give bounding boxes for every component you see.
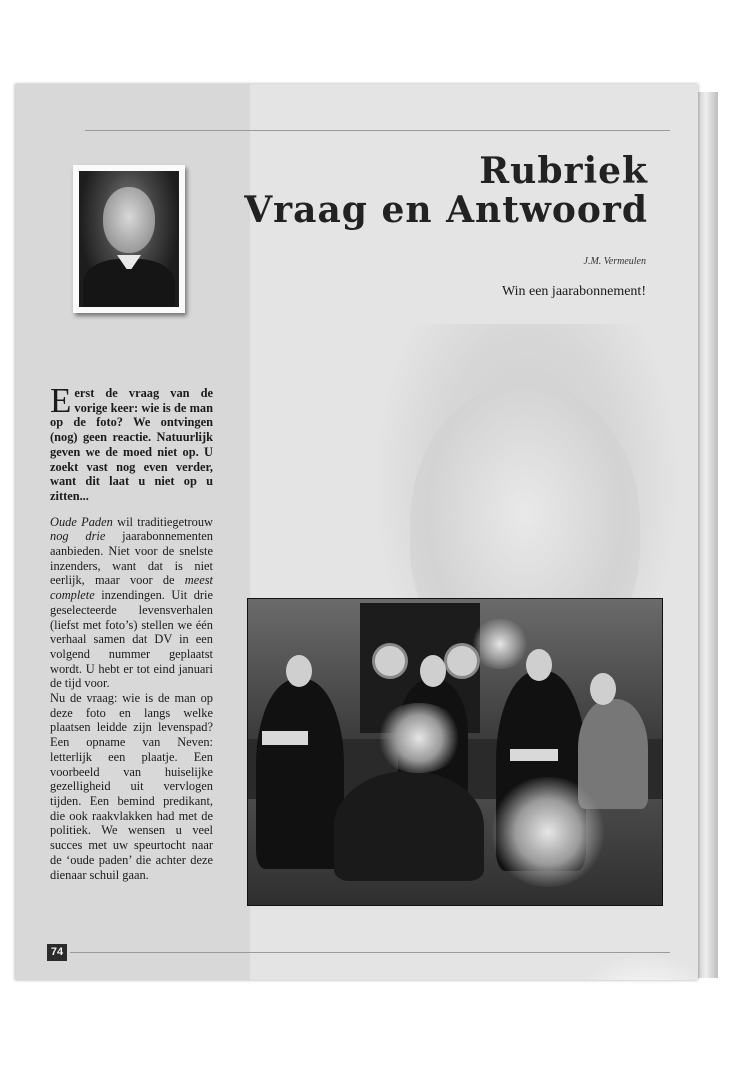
article-title — [244, 152, 648, 230]
paragraph-1-text-c: inzendingen. Uit drie geselecteerde levensverhalen (liefst met foto’s) stellen we één verhaal samen dat DV in een volgend nummer geplaatst wordt. U hebt er tot eind januari de tijd voor. — [50, 588, 213, 691]
intro-paragraph — [50, 381, 213, 504]
photo-table — [334, 771, 484, 881]
drop-cap: E — [50, 381, 72, 420]
photo-head-1 — [286, 655, 312, 687]
family-photo — [247, 598, 663, 906]
footer-rule — [70, 952, 670, 953]
page-spine — [698, 92, 718, 978]
author-byline: J.M. Vermeulen — [583, 256, 646, 267]
magazine-name: Oude Paden — [50, 514, 113, 529]
portrait-face — [103, 187, 155, 253]
photo-flowers — [374, 703, 464, 773]
page-number: 74 — [47, 944, 67, 961]
header-rule — [85, 130, 670, 131]
intro-text: erst de vraag van de vorige keer: wie is de man op de foto? We ontvingen (nog) geen reactie. Natuurlijk geven we de moed niet op. U zoekt vast nog even verder, want dit laat u niet op u zitten... — [50, 386, 213, 503]
previous-question-photo — [73, 165, 185, 313]
photo-flowers — [488, 777, 608, 887]
photo-person-1 — [256, 679, 344, 869]
photo-head-2 — [420, 655, 446, 687]
photo-flowers — [470, 619, 530, 669]
paragraph-1-emphasis-a: nog drie — [50, 529, 106, 544]
title-line-2: Vraag en Antwoord — [244, 188, 648, 231]
decorative-flower — [575, 954, 698, 980]
paragraph-1 — [50, 515, 213, 691]
article-body — [50, 381, 213, 893]
article-subtitle: Win een jaarabonnement! — [501, 284, 646, 299]
paragraph-1-text-b: jaarabonnementen aanbieden. Niet voor de snelste inzenders, want dat is niet eerlijk, maar voor de — [50, 529, 213, 588]
photo-book — [510, 749, 558, 761]
photo-head-4 — [590, 673, 616, 705]
photo-plate — [372, 643, 408, 679]
paragraph-1-text-a: wil traditiegetrouw — [112, 514, 213, 529]
paragraph-2: Nu de vraag: wie is de man op deze foto en langs welke plaatsen leidde zijn levenspad? Een opname van Neven: letterlijk een plaatje. Een voorbeeld van huiselijke gezelligheid uit vervlogen tijden. Een bemind predikant, die ook raakvlakken had met de politiek. We wensen u veel succes met uw speurtocht naar de ‘oude paden’ die achter deze dienaar schuil gaan. — [50, 691, 213, 882]
title-line-1: Rubriek — [479, 150, 648, 192]
paragraph-1-emphasis-b: meest complete — [50, 573, 213, 603]
portrait-photo — [79, 171, 179, 307]
photo-book — [262, 731, 308, 745]
photo-head-3 — [526, 649, 552, 681]
